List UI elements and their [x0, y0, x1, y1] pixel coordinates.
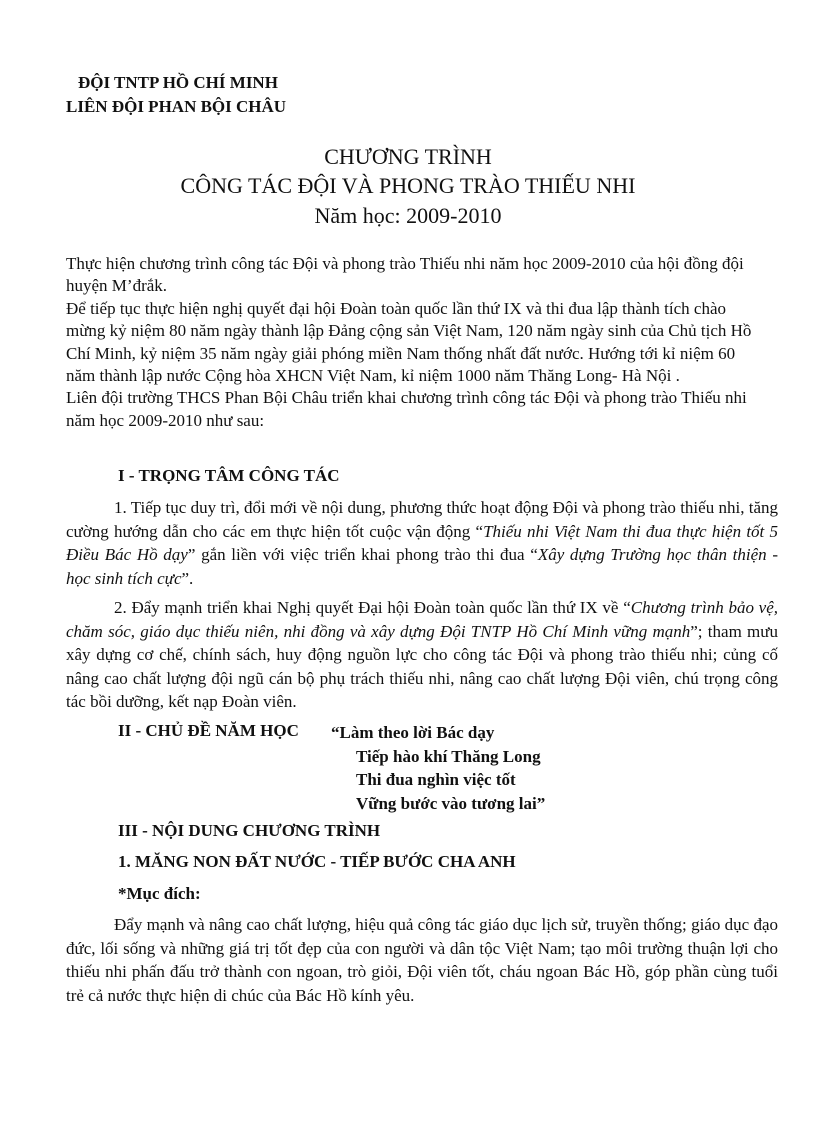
intro-paragraph-1: Thực hiện chương trình công tác Đội và phong trào Thiếu nhi năm học 2009-2010 của hội đồng đội huyện M’đrắk.: [66, 254, 744, 296]
item-2-text-a: 2. Đẩy mạnh triển khai Nghị quyết Đại hội Đoàn toàn quốc lần thứ IX về “: [114, 598, 631, 617]
aim-paragraph: Đẩy mạnh và nâng cao chất lượng, hiệu quả công tác giáo dục lịch sử, truyền thống; giáo dục đạo đức, lối sống và những giá trị tốt đẹp của con người và dân tộc Việt Nam; tạo môi trường thuận lợi cho thiếu nhi phấn đấu trở thành con ngoan, trò giỏi, Đội viên tốt, cháu ngoan Bác Hồ, góp phần cùng tuổi trẻ cả nước thực hiện di chúc của Bác Hồ kính yêu.: [66, 915, 778, 1005]
item-1-text-b: ” gắn liền với việc triển khai phong trào thi đua “: [187, 545, 538, 564]
org-line-1: ĐỘI TNTP HỒ CHÍ MINH: [78, 73, 278, 92]
motto-line-1: “Làm theo lời Bác dạy: [331, 723, 495, 742]
subsection-1-heading: 1. MĂNG NON ĐẤT NƯỚC - TIẾP BƯỚC CHA ANH: [118, 852, 516, 871]
section-2-heading: II - CHỦ ĐỀ NĂM HỌC: [118, 721, 299, 740]
motto-line-2: Tiếp hào khí Thăng Long: [356, 746, 541, 766]
section-1-heading: I - TRỌNG TÂM CÔNG TÁC: [118, 466, 340, 485]
item-1-italic-b: Xây dựng Trường học thân thiện - học sinh tích cực: [66, 545, 778, 588]
section-1-item-2: [66, 596, 778, 714]
org-line-2: LIÊN ĐỘI PHAN BỘI CHÂU: [66, 97, 287, 116]
section-1-item-1: [66, 496, 778, 590]
item-1-text-c: ”.: [181, 568, 194, 588]
motto-line-4: Vững bước vào tương lai”: [356, 793, 546, 813]
motto-block: [331, 721, 545, 815]
intro-paragraph-3: Liên đội trường THCS Phan Bội Châu triển khai chương trình công tác Đội và phong trào Thiếu nhi năm học 2009-2010 như sau:: [66, 388, 747, 430]
item-2-text-b: ”; tham mưu xây dựng cơ chế, chính sách, huy động nguồn lực cho công tác Đội và phong trào thiếu nhi; củng cố nâng cao chất lượng đội ngũ cán bộ phụ trách thiếu nhi, nâng cao chất lượng Đội viên, chú trọng công tác bồi dưỡng, kết nạp Đoàn viên.: [66, 621, 778, 711]
item-1-italic-a: Thiếu nhi Việt Nam thi đua thực hiện tốt 5 Điều Bác Hồ dạy: [66, 521, 778, 564]
title-line-2: CÔNG TÁC ĐỘI VÀ PHONG TRÀO THIẾU NHI: [180, 173, 636, 198]
title-line-3: Năm học: 2009-2010: [314, 203, 502, 228]
intro-block: [66, 253, 768, 432]
title-line-1: CHƯƠNG TRÌNH: [324, 144, 492, 169]
aim-label: *Mục đích:: [118, 884, 201, 903]
section-3-heading: III - NỘI DUNG CHƯƠNG TRÌNH: [118, 821, 381, 840]
intro-paragraph-2: Để tiếp tục thực hiện nghị quyết đại hội Đoàn toàn quốc lần thứ IX và thi đua lập thành tích chào mừng kỷ niệm 80 năm ngày thành lập Đảng cộng sản Việt Nam, 120 năm ngày sinh của Chủ tịch Hồ Chí Minh, kỷ niệm 35 năm ngày giải phóng miền Nam thống nhất đất nước. Hướng tới kỉ niệm 60 năm thành lập nước Cộng hòa XHCN Việt Nam, kỉ niệm 1000 năm Thăng Long- Hà Nội .: [66, 298, 752, 386]
motto-line-3: Thi đua nghìn việc tốt: [356, 770, 516, 789]
item-2-italic: Chương trình bảo vệ, chăm sóc, giáo dục thiếu niên, nhi đồng và xây dựng Đội TNTP Hồ Chí Minh vững mạnh: [66, 598, 779, 641]
item-1-text-a: 1. Tiếp tục duy trì, đổi mới về nội dung, phương thức hoạt động Đội và phong trào thiếu nhi, tăng cường hướng dẫn cho các em thực hiện tốt cuộc vận động “: [66, 498, 778, 541]
